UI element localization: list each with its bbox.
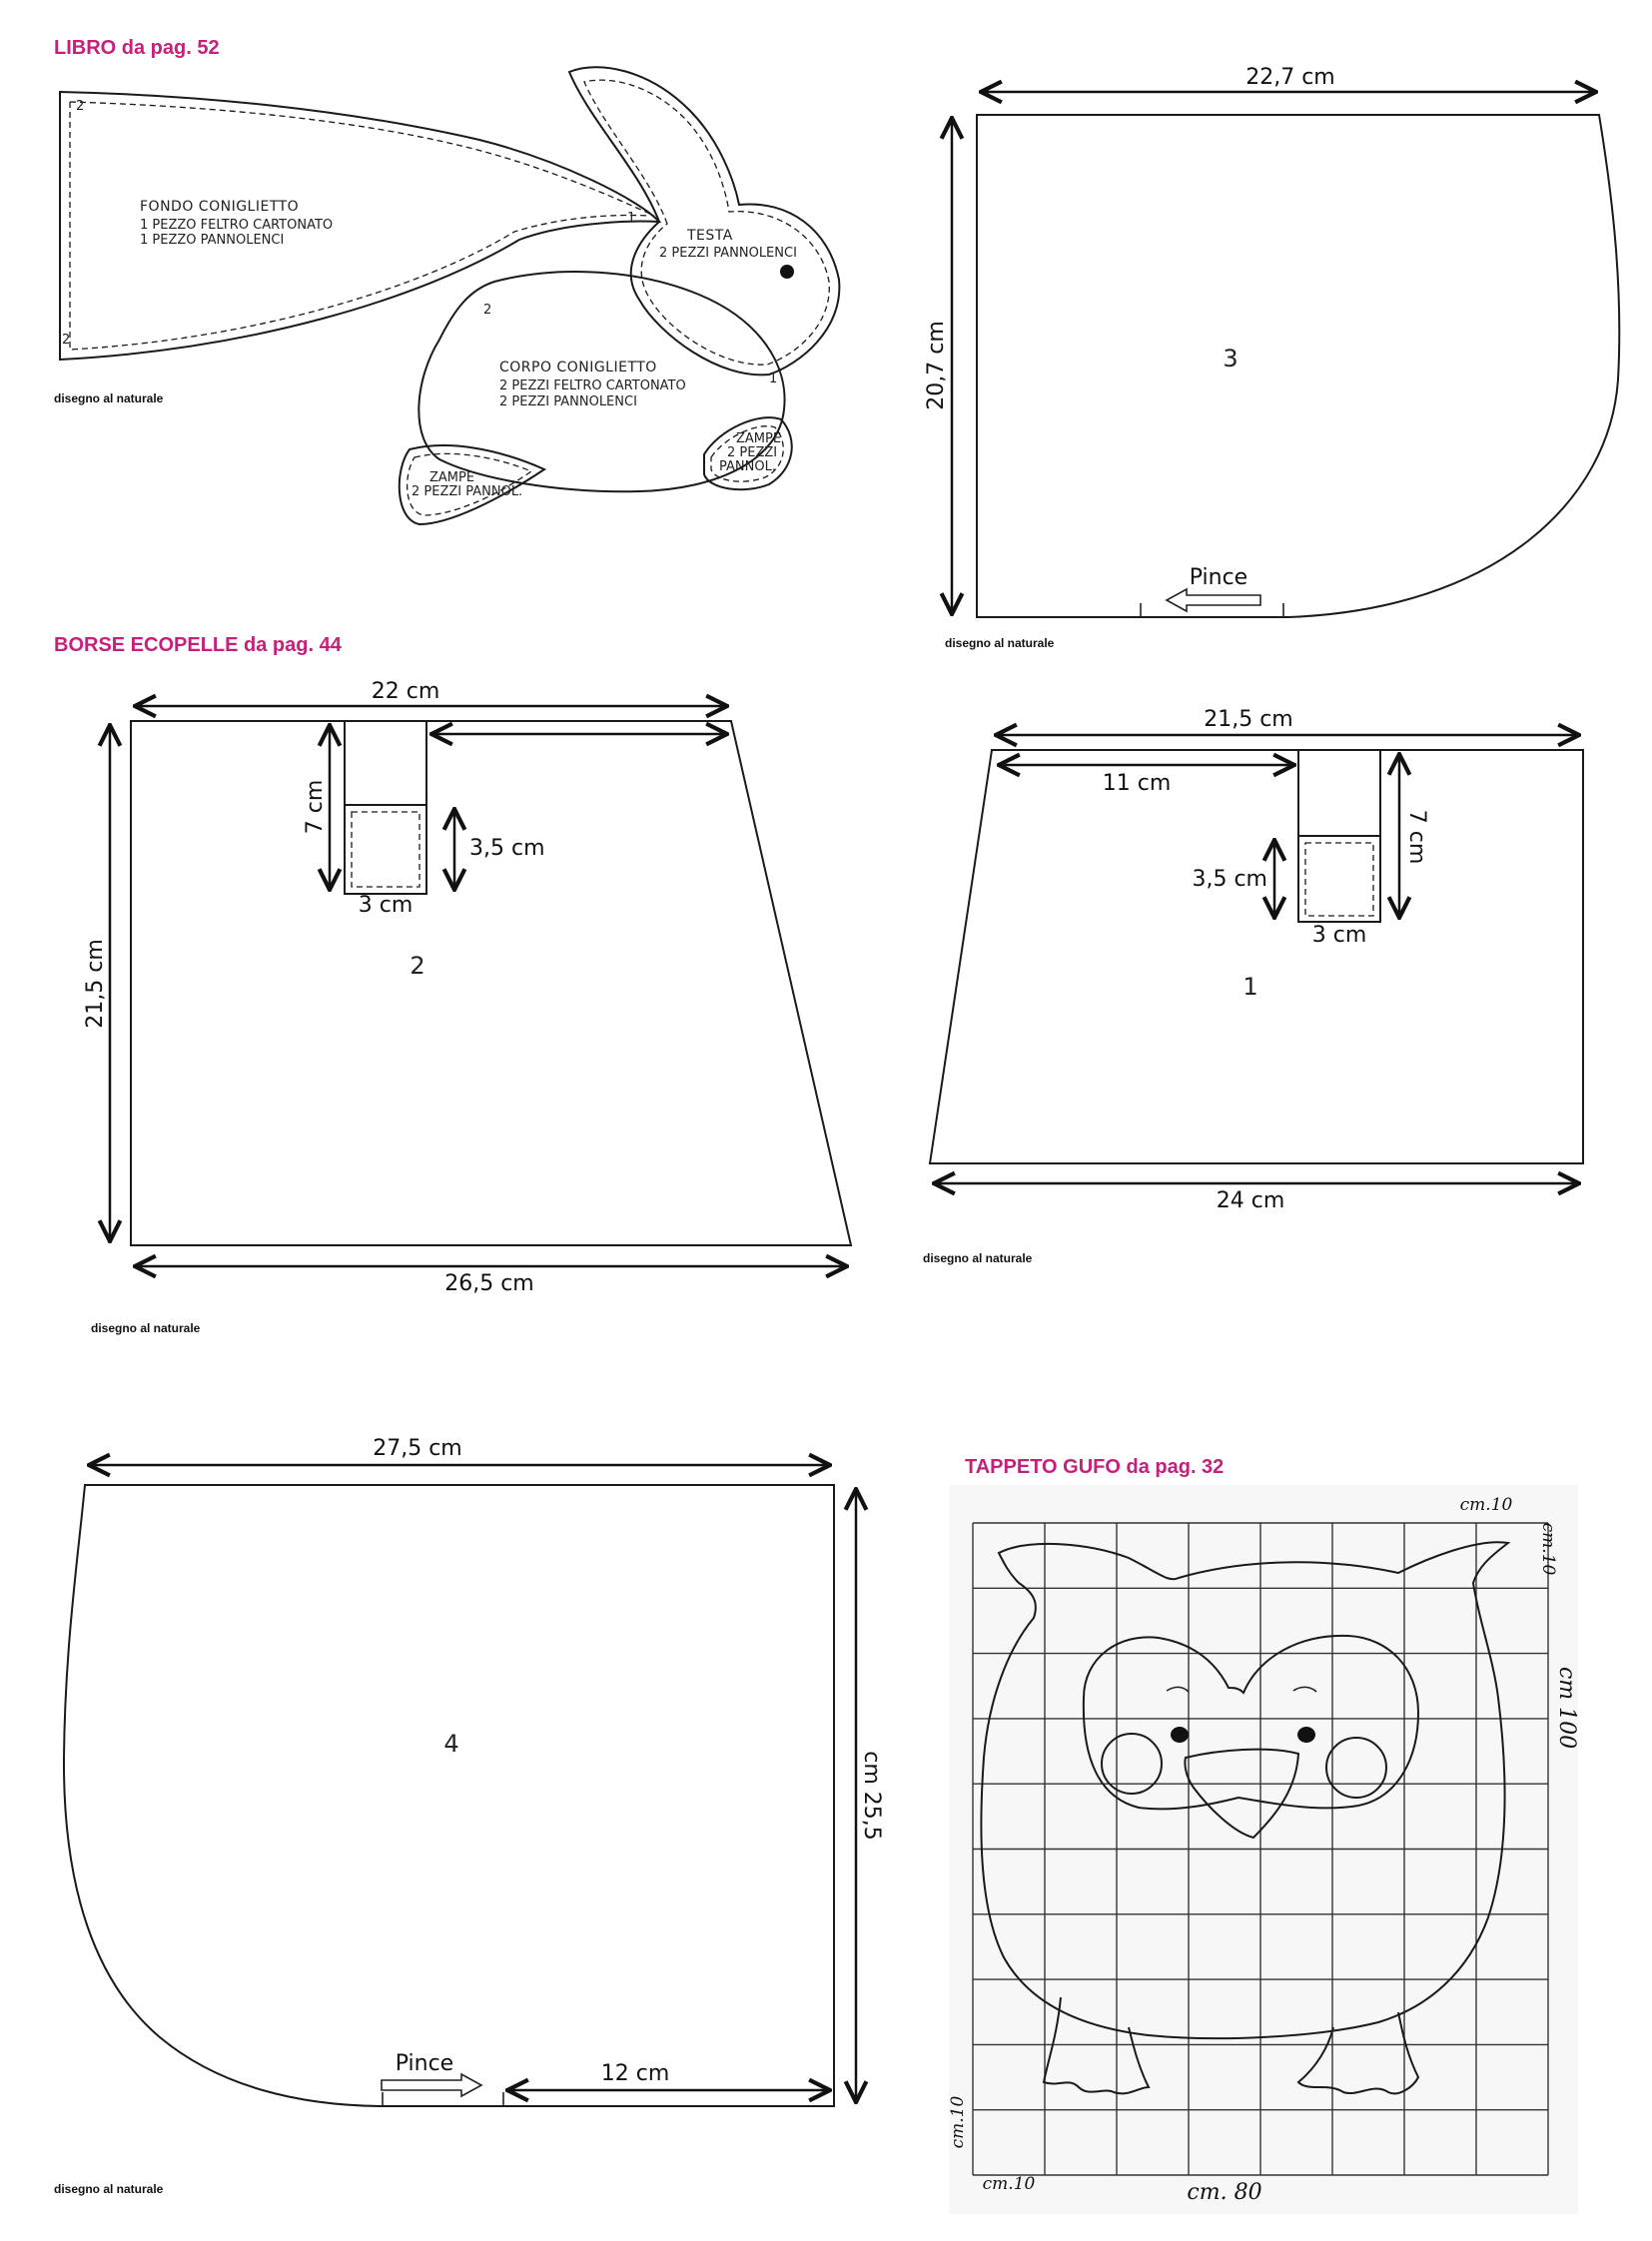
piece-3-outline — [977, 115, 1619, 617]
piece-2-number: 2 — [410, 952, 425, 980]
piece-4-pince-label: Pince — [395, 2051, 454, 2076]
piece-2-top-label: 22 cm — [371, 679, 440, 704]
piece-1-bottom-label: 24 cm — [1216, 1188, 1285, 1213]
piece-4-outline — [64, 1485, 834, 2106]
piece-3-height-label: 20,7 cm — [924, 321, 949, 410]
bunny-body-line2: 2 PEZZI PANNOLENCI — [499, 394, 637, 409]
piece-3-number: 3 — [1223, 345, 1239, 373]
piece-4-number: 4 — [443, 1730, 459, 1758]
note-libro: disegno al naturale — [54, 391, 164, 405]
piece-2-slot-seam — [352, 812, 419, 887]
bunny-head-title: TESTA — [687, 228, 733, 244]
piece-3-width-label: 22,7 cm — [1245, 65, 1335, 90]
bunny-paw-right-title: ZAMPE — [736, 431, 782, 446]
piece-1-slot-height-label: 7 cm — [1404, 809, 1429, 865]
piece-2-bottom-label: 26,5 cm — [444, 1271, 534, 1296]
piece-3-pince-label: Pince — [1189, 565, 1248, 590]
note-piece-1: disegno al naturale — [923, 1251, 1033, 1265]
note-piece-4: disegno al naturale — [54, 2182, 164, 2196]
pattern-piece-3 — [924, 65, 1619, 617]
bunny-mark-1-chest: 1 — [769, 372, 778, 386]
bunny-paw-right-line1: 2 PEZZI — [727, 445, 778, 460]
piece-2-slot-inner-label: 3,5 cm — [469, 836, 545, 861]
piece-2-outline — [131, 721, 851, 1245]
piece-4-top-label: 27,5 cm — [373, 1436, 462, 1461]
pattern-piece-2 — [83, 679, 851, 1296]
bunny-base-line1: 1 PEZZO FELTRO CARTONATO — [140, 218, 334, 233]
section-title-borse: BORSE ECOPELLE da pag. 44 — [54, 634, 342, 656]
bunny-head-line1: 2 PEZZI PANNOLENCI — [659, 246, 797, 261]
piece-4-bottom-label: 12 cm — [600, 2061, 670, 2086]
owl-right-pupil — [1297, 1727, 1315, 1743]
piece-3-pince-arrow — [1167, 589, 1260, 611]
bunny-eye — [780, 265, 794, 279]
piece-1-outline — [930, 750, 1583, 1163]
bunny-head-shape — [569, 67, 839, 374]
piece-2-slot — [345, 721, 426, 894]
piece-1-offset-label: 11 cm — [1102, 771, 1172, 796]
owl-left-pupil — [1171, 1727, 1189, 1743]
bunny-mark-2-body: 2 — [483, 303, 492, 318]
piece-1-top-label: 21,5 cm — [1204, 707, 1293, 732]
bunny-base-title: FONDO CONIGLIETTO — [140, 199, 300, 215]
owl-grid-bottom-total-label: cm. 80 — [1187, 2180, 1262, 2205]
piece-1-slot-inner-label: 3,5 cm — [1192, 867, 1267, 892]
piece-1-slot-width-label: 3 cm — [1311, 923, 1367, 948]
owl-grid-right-total-label: cm 100 — [1554, 1666, 1579, 1750]
bunny-mark-2-bottom: 2 — [62, 333, 71, 348]
bunny-body-title: CORPO CONIGLIETTO — [499, 360, 657, 375]
piece-1-slot-seam — [1305, 843, 1373, 916]
piece-1-number: 1 — [1242, 973, 1258, 1001]
piece-2-slot-height-label: 7 cm — [303, 779, 328, 835]
piece-4-pince-arrow — [382, 2074, 481, 2096]
bunny-paw-right-line2: PANNOL. — [719, 459, 776, 474]
piece-2-left-label: 21,5 cm — [83, 939, 108, 1029]
owl-grid-right-cell-label: cm.10 — [1538, 1522, 1558, 1576]
piece-2-slot-width-label: 3 cm — [358, 893, 413, 918]
bunny-mark-1-neck: 1 — [627, 211, 636, 226]
owl-grid-bottom-cell-label: cm.10 — [982, 2174, 1036, 2194]
bunny-base-line2: 1 PEZZO PANNOLENCI — [140, 233, 285, 248]
owl-grid-left-cell-label: cm.10 — [948, 2095, 968, 2149]
owl-grid-pattern — [948, 1485, 1579, 2214]
section-title-gufo: TAPPETO GUFO da pag. 32 — [965, 1456, 1225, 1478]
bunny-paw-left-line1: 2 PEZZI PANNOL. — [412, 484, 523, 499]
bunny-mark-2-top: 2 — [76, 99, 85, 114]
bunny-body-line1: 2 PEZZI FELTRO CARTONATO — [499, 378, 686, 393]
bunny-paw-left-title: ZAMPE — [429, 470, 475, 485]
pattern-piece-1 — [930, 707, 1583, 1213]
piece-4-right-label: cm 25,5 — [859, 1751, 884, 1841]
pattern-piece-4 — [64, 1436, 884, 2106]
bunny-pattern — [60, 67, 839, 524]
note-piece-3: disegno al naturale — [945, 636, 1055, 650]
section-title-libro: LIBRO da pag. 52 — [54, 37, 220, 59]
owl-grid-top-cell-label: cm.10 — [1459, 1495, 1513, 1515]
note-piece-2: disegno al naturale — [91, 1321, 201, 1335]
